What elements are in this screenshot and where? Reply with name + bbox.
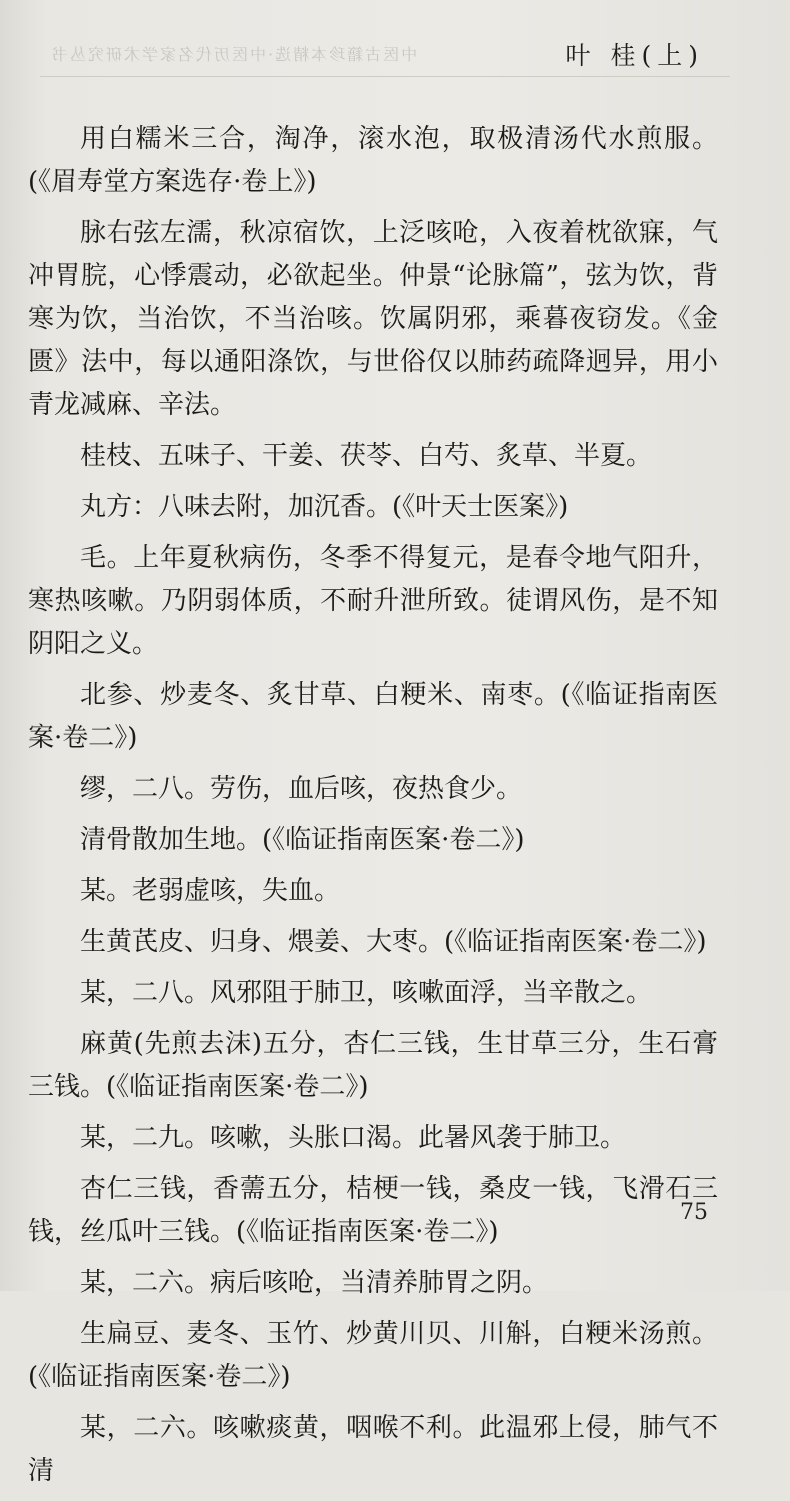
paragraph: 北参、炒麦冬、炙甘草、白粳米、南枣。(《临证指南医案·卷二》) [28, 680, 718, 753]
paragraph: 麻黄(先煎去沫)五分，杏仁三钱，生甘草三分，生石膏三钱。(《临证指南医案·卷二》) [28, 1029, 718, 1102]
paragraph: 毛。上年夏秋病伤，冬季不得复元，是春令地气阳升，寒热咳嗽。乃阴弱体质，不耐升泄所致。徒谓风伤，是不知阴阳之义。 [28, 543, 718, 659]
paragraph: 杏仁三钱，香薷五分，桔梗一钱，桑皮一钱，飞滑石三钱，丝瓜叶三钱。(《临证指南医案·卷二》) [28, 1174, 718, 1247]
paragraph: 某，二六。咳嗽痰黄，咽喉不利。此温邪上侵，肺气不清 [28, 1413, 718, 1486]
header-rule [40, 76, 730, 77]
show-through-text: 中医古籍珍本精选·中医历代名家学术研究丛书 [50, 45, 418, 64]
paragraph: 某，二九。咳嗽，头胀口渴。此暑风袭于肺卫。 [80, 1123, 627, 1153]
paragraph: 某，二六。病后咳呛，当清养肺胃之阴。 [80, 1268, 549, 1298]
paragraph: 脉右弦左濡，秋凉宿饮，上泛咳呛，入夜着枕欲寐，气冲胃脘，心悸震动，必欲起坐。仲景“论脉篇”，弦为饮，背寒为饮，当治饮，不当治咳。饮属阴邪，乘暮夜窃发。《金匮》法中，每以通阳涤饮，与世俗仅以肺药疏降迥异，用小青龙减麻、辛法。 [28, 218, 718, 420]
page-body [28, 118, 718, 1501]
paragraph: 生扁豆、麦冬、玉竹、炒黄川贝、川斛，白粳米汤煎。(《临证指南医案·卷二》) [28, 1319, 718, 1392]
paragraph: 缪，二八。劳伤，血后咳，夜热食少。 [80, 774, 523, 804]
paragraph: 某。老弱虚咳，失血。 [80, 876, 341, 906]
running-title: 叶 桂(上) [565, 41, 704, 70]
paragraph: 生黄芪皮、归身、煨姜、大枣。(《临证指南医案·卷二》) [80, 927, 707, 957]
paragraph: 某，二八。风邪阻于肺卫，咳嗽面浮，当辛散之。 [80, 978, 653, 1008]
paragraph: 清骨散加生地。(《临证指南医案·卷二》) [80, 825, 525, 855]
paragraph: 丸方：八味去附，加沉香。(《叶天士医案》) [80, 492, 569, 522]
paragraph: 桂枝、五味子、干姜、茯苓、白芍、炙草、半夏。 [80, 441, 653, 471]
page-number: 75 [680, 1200, 708, 1225]
paragraph: 用白糯米三合，淘净，滚水泡，取极清汤代水煎服。(《眉寿堂方案选存·卷上》) [28, 124, 718, 197]
